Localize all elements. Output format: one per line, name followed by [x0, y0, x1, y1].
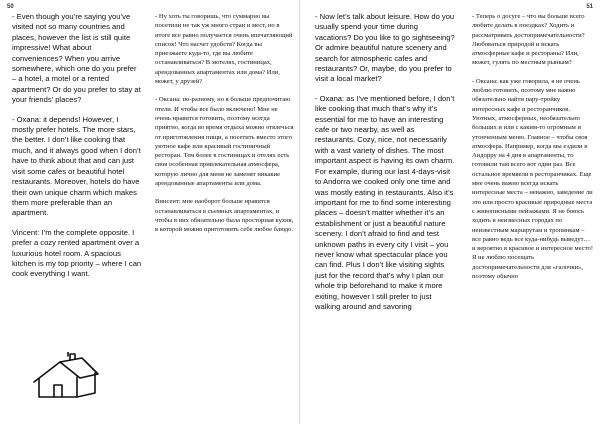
left-english-paragraph-3: Vincent: I’m the complete opposite. I prefer a cozy rented apartment over a luxurious hotel room. A spacious kitchen is my top priority – where I can cook everything I want. — [12, 227, 142, 279]
page-number-right: 51 — [586, 4, 593, 10]
left-russian-paragraph-1: - Ну хоть ты говоришь, что суммарно вы посетили не так уж много стран и мест, но в итоге все равно получается очень впечатляющий список! Что насчет удобств? Когда вы приезжаете куда-то, где вы любите останавливаться? В мотелях, гостиницах, арендованных апартаментах или дома? Или, может, у друзей? — [155, 13, 293, 86]
house-icon — [30, 352, 102, 400]
right-english-column — [315, 12, 455, 424]
left-english-paragraph-1: - Even though you’re saying you’ve visited not so many countries and places, however the list is still quite impressive! What about conveniences? When you arrive somewhere, which one do you prefer – a hotel, a motel or a rented apartment? Or do you prefer to stay at your friends’ places? — [12, 12, 141, 105]
right-english-paragraph-2: - Oxana: as I’ve mentioned before, I don’t like cooking that much that’s why it’s essential for me to have an interesting cafe or two nearby, as well as restaurants. Cozy, nice, not necessarily with a vast variety of dishes. The most important aspect is having its own charm. For example, during our last 4-days-visit to Andorra we cooked only one time and was mostly eating in restaurants. Also it’s important for me to find some interesting places – doesn’t matter whether it’s an establishment or just a beautiful nature scenery. I don’t afraid to find and test unknown paths in every city I visit – you never know what spectacular place you can find. Plus I don’t like visiting sights just for the record that’s why I plan our whole trip beforehand to make it more exiting, however I still prefer to just walking around and savoring — [315, 93, 455, 311]
left-russian-paragraph-2: - Оксана: по-разному, но я больше предпочитаю отели. И чтобы все было включено! Мне не очень нравится готовить, поэтому всегда приятно, когда во время отдыха можно отвлечься от приготовления пищи, а посетить вместо этого уютное кафе или красивый гостиничный ресторан. Тем более в гостиницах и отелях есть своя особенная привлекательная атмосфера, которую лично для меня не заменят никакие арендованные апартаменты или дома. — [155, 96, 294, 188]
left-english-paragraph-2: - Oxana: it depends! However, I mostly prefer hotels. The more stars, the better. I don’t like cooking that much, and it always good when I don’t have to think about that and can just visit some cafes or beautiful hotel restaurants. Moreover, hotels do have their own unique charm which makes them more preferable than an apartment. — [12, 114, 141, 218]
right-russian-paragraph-1: - Теперь о досуге – что вы больше всего любите делать в поездках? Ходить и рассматривать достопримечательности? Любоваться природой и искать атмосферные кафе и рестораны? Или, может, гулять по местным рынкам? — [472, 13, 585, 67]
right-english-paragraph-1: - Now let’s talk about leisure. How do you usually spend your time during vacations? Do you like to go sightseeing? Or admire beautiful nature scenery and search for atmospheric cafes and restaurants? Or, maybe, do you prefer to visit a local market? — [315, 12, 455, 84]
left-russian-paragraph-3: Винсент: мне наоборот больше нравится останавливаться в съемных апартаментах, и чтобы в них обязательно была просторная кухня, в которой можно приготовить себе любое блюдо. — [155, 198, 294, 234]
right-russian-paragraph-2: - Оксана: как уже говорила, я не очень люблю готовить, поэтому мне важно обязательно найти пару-тройку интересных кафе и ресторанчиков. Уютных, атмосферных, необязательно больших и или с каким-то огромным и утонченным меню. Главное – чтобы своя атмосфера. Например, когда мы ездили в Андорру на 4 дня в апартаменты, то готовили там всего вот один раз. Все остальное времяели в ресторанчиках. Еще мне очень важно всегда искать интересные места – неважно, заведение ли это или просто красивые природные места с живописными пейзажами. Я не боюсь ходить в неизвесных городах по неизвестным маршрутам и тропинкам – все равно ведь все куда-нибудь выведут… и вероятно в красивое и интересное место! Я не люблю посещать достопримечательности для «галочки», поэтому обычно — [472, 77, 593, 281]
right-russian-column — [472, 12, 593, 424]
left-english-column — [12, 12, 142, 352]
right-page — [300, 0, 600, 424]
page-number-left: 50 — [7, 4, 14, 10]
left-russian-column — [155, 12, 295, 372]
